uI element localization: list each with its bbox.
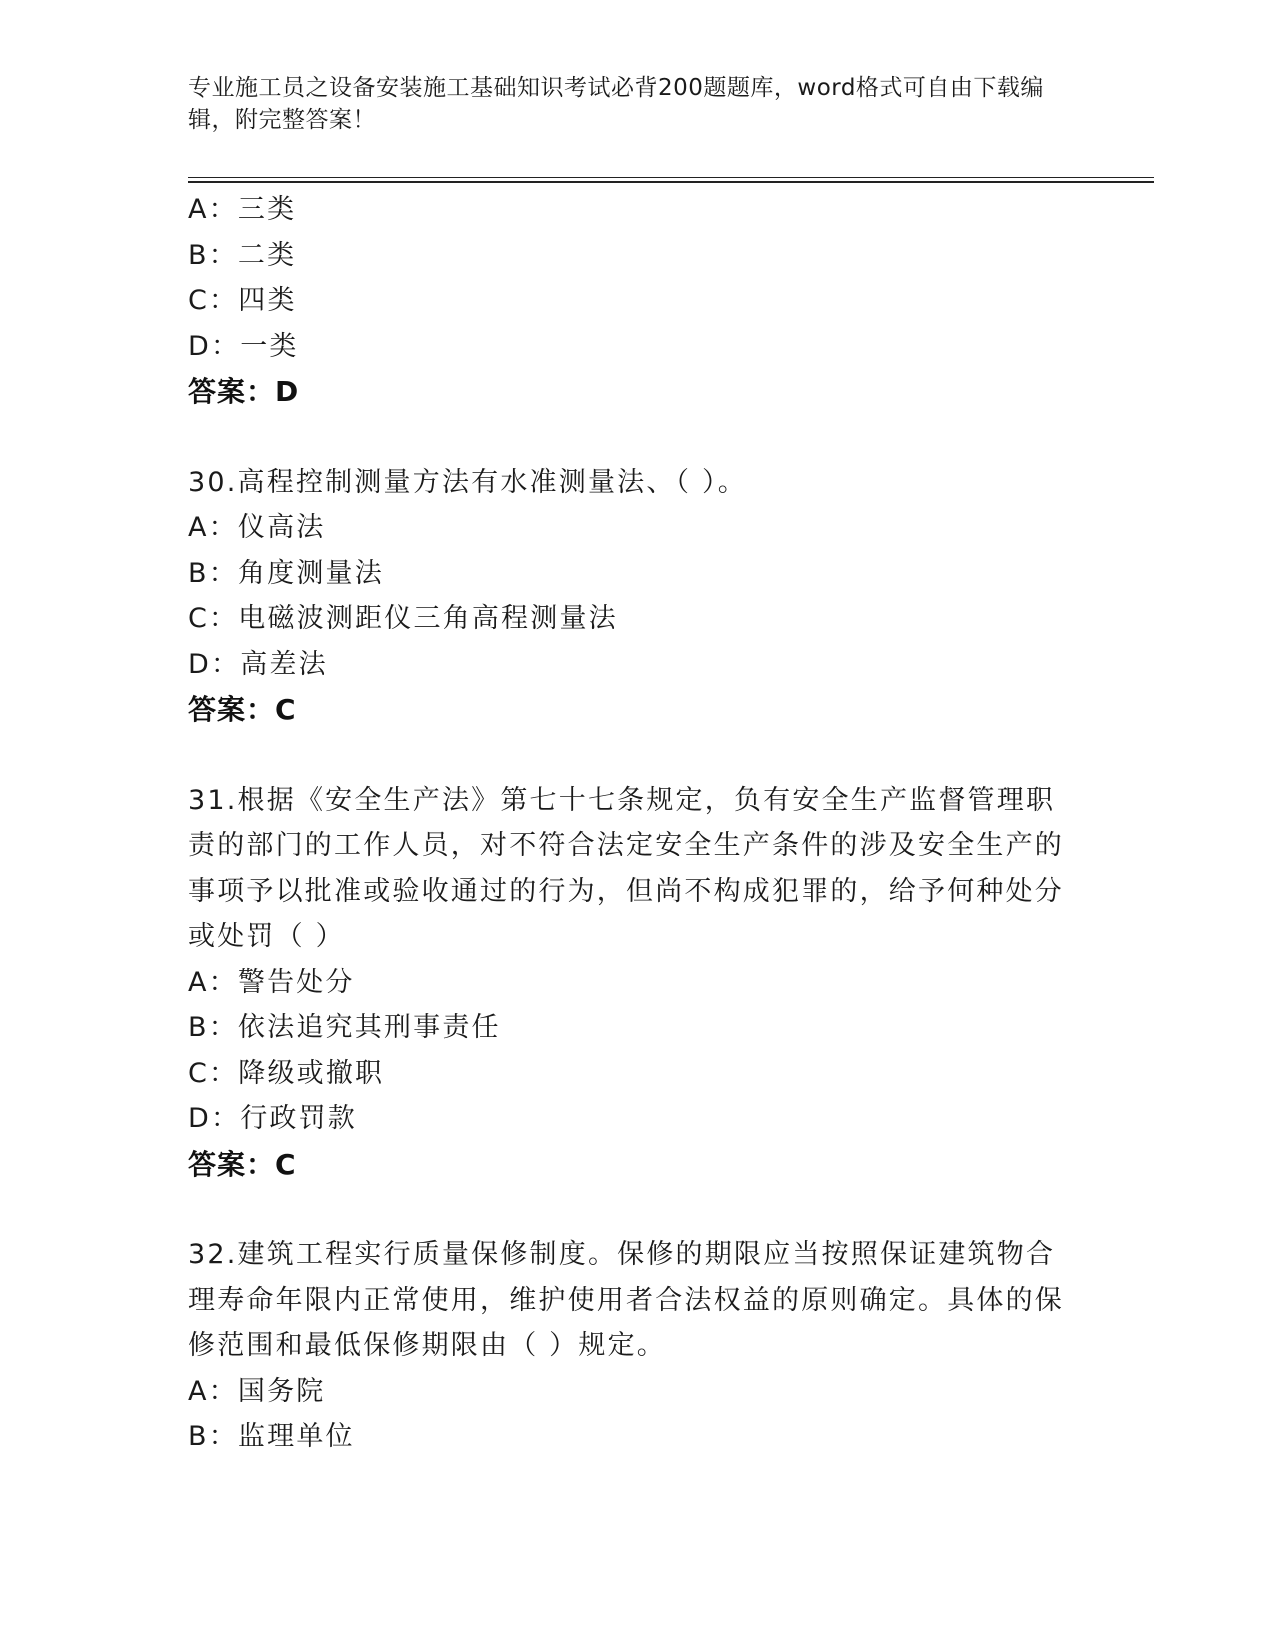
- document-header: [188, 72, 1068, 136]
- answer-line: 答案：C: [188, 1147, 297, 1181]
- option-b: B：依法追究其刑事责任: [188, 1012, 501, 1043]
- spacer: [188, 1187, 1088, 1232]
- question-block: [188, 1232, 1088, 1460]
- spacer: [188, 415, 1088, 460]
- header-text: 专业施工员之设备安装施工基础知识考试必背200题题库，word格式可自由下载编辑，附完整答案！: [188, 75, 1044, 133]
- question-stem: 30.高程控制测量方法有水准测量法、（ ）。: [188, 466, 747, 498]
- option-a: A：三类: [188, 194, 297, 225]
- option-c: C：降级或撤职: [188, 1057, 385, 1089]
- option-b: B：监理单位: [188, 1421, 355, 1452]
- header-divider-thin: [188, 177, 1154, 178]
- option-c: C：电磁波测距仪三角高程测量法: [188, 603, 618, 634]
- option-d: D：高差法: [188, 648, 328, 680]
- answer-line: 答案：D: [188, 375, 300, 408]
- answer-line: 答案：C: [188, 693, 297, 726]
- spacer: [188, 733, 1088, 778]
- question-list: [188, 187, 1088, 1460]
- option-a: A：仪高法: [188, 512, 326, 543]
- option-b: B：角度测量法: [188, 557, 384, 589]
- option-d: D：一类: [188, 330, 299, 362]
- question-block: [188, 778, 1088, 1188]
- option-a: A：国务院: [188, 1375, 326, 1407]
- option-c: C：四类: [188, 285, 297, 316]
- question-block: [188, 187, 1088, 415]
- question-block: [188, 460, 1088, 733]
- question-stem: 31.根据《安全生产法》第七十七条规定，负有安全生产监督管理职责的部门的工作人员，对不符合法定安全生产条件的涉及安全生产的事项予以批准或验收通过的行为，但尚不构成犯罪的，给予何种处分或处罚（ ）: [188, 784, 1064, 952]
- option-b: B：二类: [188, 239, 297, 271]
- question-stem: 32.建筑工程实行质量保修制度。保修的期限应当按照保证建筑物合理寿命年限内正常使用，维护使用者合法权益的原则确定。具体的保修范围和最低保修期限由（ ）规定。: [188, 1239, 1064, 1361]
- header-divider-thick: [188, 181, 1154, 183]
- option-a: A：警告处分: [188, 966, 355, 998]
- option-d: D：行政罚款: [188, 1103, 357, 1134]
